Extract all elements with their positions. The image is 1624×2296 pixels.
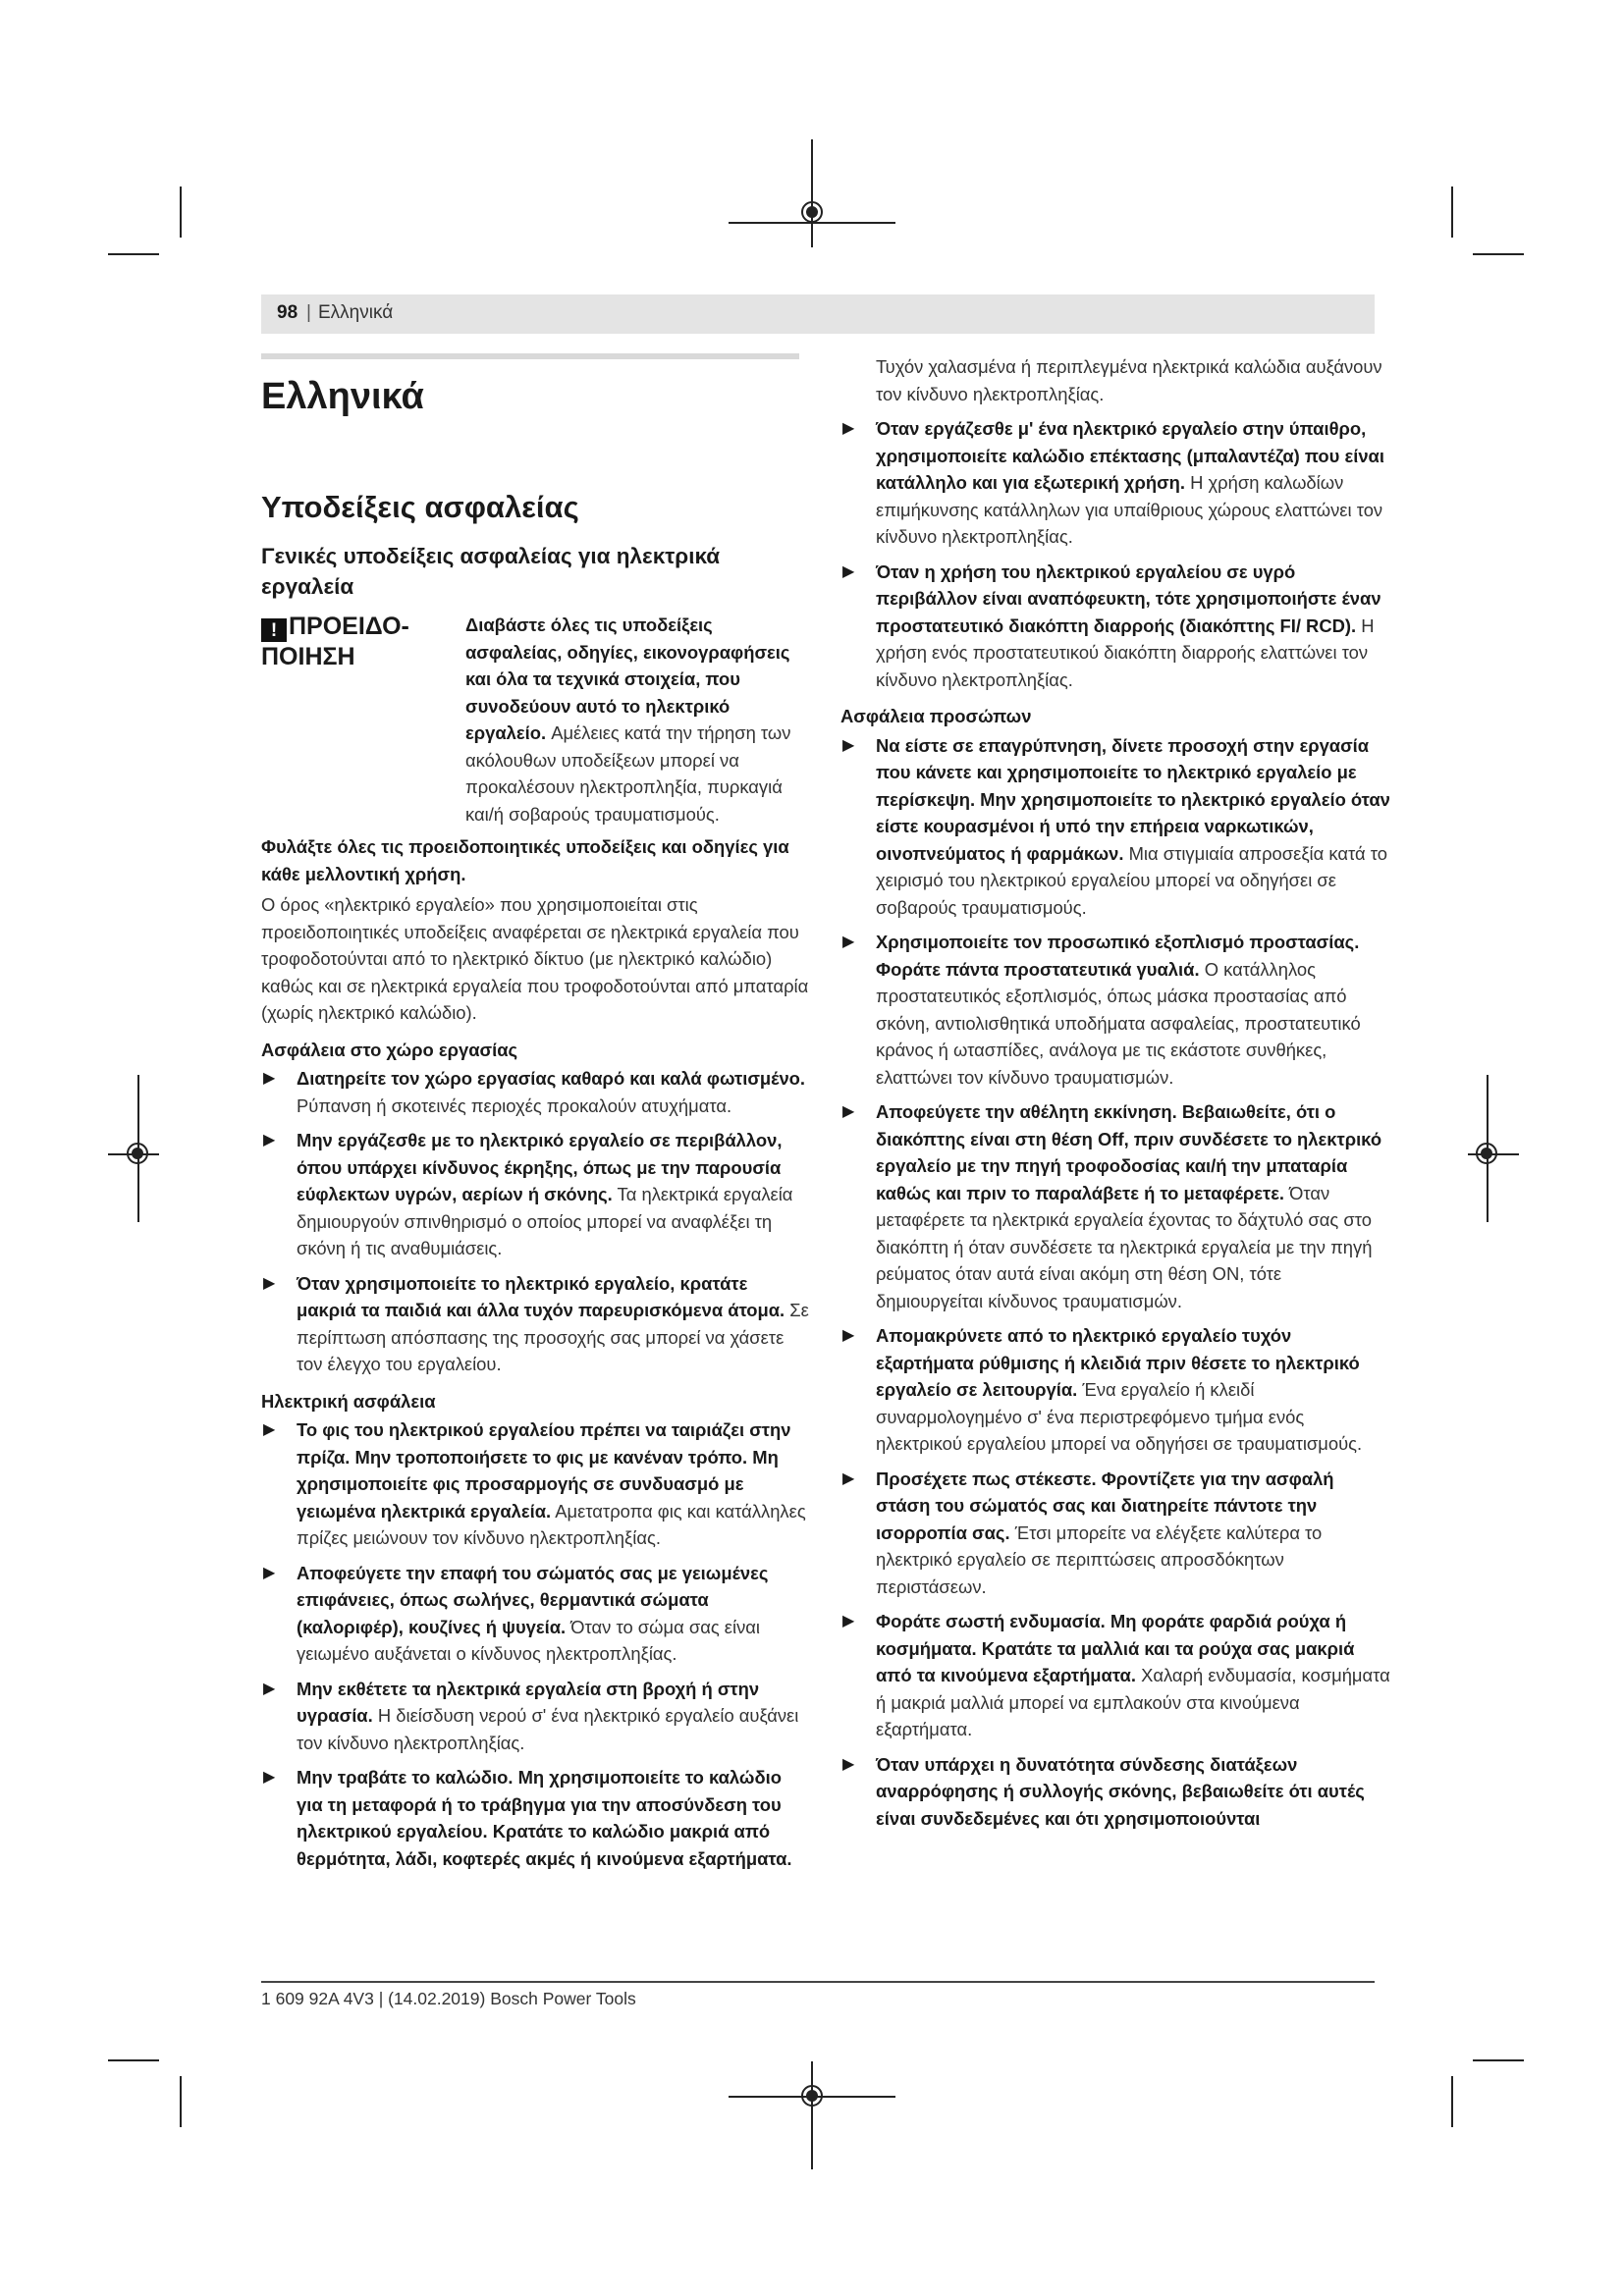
item-normal-text: Η διείσδυση νερού σ' ένα ηλεκτρικό εργαλείο αυξάνει τον κίνδυνο ηλεκτροπληξίας. — [297, 1705, 799, 1753]
list-item — [840, 559, 1390, 694]
list-item — [261, 1065, 811, 1119]
list-item — [261, 1764, 811, 1872]
registration-mark — [1476, 1143, 1497, 1164]
list-item — [261, 1416, 811, 1552]
workplace-list — [261, 1065, 811, 1378]
list-item — [261, 1270, 811, 1378]
bullet-arrow-icon: ▶ — [263, 1132, 276, 1148]
item-normal-text: Αμετατροπα φις και κατάλληλες πρίζες μειώνουν τον κίνδυνο ηλεκτροπληξίας. — [297, 1500, 806, 1548]
page-number: 98 — [277, 302, 298, 323]
crop-mark — [180, 187, 182, 238]
item-bold-text: Το φις του ηλεκτρικού εργαλείου πρέπει να ταιριάζει στην πρίζα. Μην τροποποιήσετε το φις με κανέναν τρόπο. Μη χρησιμοποιείτε φις προσαρμογής σε συνδυασμό με γειωμένα ηλεκτρικά εργαλεία. — [297, 1419, 791, 1522]
bullet-arrow-icon: ▶ — [263, 1564, 276, 1581]
list-item — [840, 1098, 1390, 1314]
list-item — [840, 1751, 1390, 1833]
list-item — [261, 1560, 811, 1668]
item-bold-text: Όταν η χρήση του ηλεκτρικού εργαλείου σε υγρό περιβάλλον είναι αναπόφευκτη, τότε χρησιμοποιήστε έναν προστατευτικό διακόπτη διαρροής (διακόπτης FI/ RCD). — [876, 561, 1381, 636]
left-column — [261, 358, 811, 1880]
item-normal-text: Όταν μεταφέρετε τα ηλεκτρικά εργαλεία έχοντας το δάχτυλό σας στο διακόπτη ή όταν συνδέσετε τα ηλεκτρικά εργαλεία με την πηγή ρεύματος όταν αυτά είναι ακόμη στη θέση ON, τότε δημιουργείται κίνδυνος τραυματισμών. — [876, 1182, 1373, 1311]
item-normal-text: Ρύπανση ή σκοτεινές περιοχές προκαλούν ατυχήματα. — [297, 1095, 732, 1116]
bullet-arrow-icon: ▶ — [842, 1469, 855, 1487]
crop-mark — [1451, 187, 1453, 238]
item-bold-text: Μην τραβάτε το καλώδιο. Μη χρησιμοποιείτε το καλώδιο για τη μεταφορά ή το τράβηγμα για την αποσύνδεση του ηλεκτρικού εργαλείου. Κρατάτε το καλώδιο μακριά από θερμότητα, λάδι, κοφτερές ακμές ή κινούμενα εξαρτήματα. — [297, 1767, 792, 1869]
item-bold-text: Χρησιμοποιείτε τον προσωπικό εξοπλισμό προστασίας. Φοράτε πάντα προστατευτικά γυαλιά. — [876, 932, 1360, 980]
warning-block — [261, 612, 811, 828]
list-item — [840, 929, 1390, 1091]
footer-rule — [261, 1981, 1375, 1983]
crop-mark — [108, 2059, 159, 2061]
warning-label — [261, 612, 458, 672]
list-item — [840, 732, 1390, 922]
bullet-arrow-icon: ▶ — [842, 1103, 855, 1120]
bullet-arrow-icon: ▶ — [842, 736, 855, 754]
warning-normal-text: Αμέλειες κατά την τήρηση των ακόλουθων υποδείξεων μπορεί να προκαλέσουν ηλεκτροπληξία, πυρκαγιά και/ή σοβαρούς τραυματισμούς. — [465, 722, 791, 825]
registration-mark — [127, 1143, 148, 1164]
section-title: Υποδείξεις ασφαλείας — [261, 490, 579, 524]
page-footer: 1 609 92A 4V3 | (14.02.2019) Bosch Power Tools — [261, 1989, 636, 2008]
item-bold-text: Διατηρείτε τον χώρο εργασίας καθαρό και καλά φωτισμένο. — [297, 1068, 806, 1089]
page-header — [261, 294, 1375, 334]
page-title: Ελληνικά — [261, 376, 424, 417]
list-item — [261, 1676, 811, 1757]
bullet-arrow-icon: ▶ — [842, 1327, 855, 1344]
electrical-list — [261, 1416, 811, 1872]
item-normal-text: Ένα εργαλείο ή κλειδί συναρμολογημένο σ' ένα περιστρεφόμενο τμήμα ενός ηλεκτρικού εργαλείου μπορεί να οδηγήσει σε τραυματισμούς. — [876, 1379, 1363, 1454]
registration-line — [811, 2061, 813, 2169]
item-normal-text: Τα ηλεκτρικά εργαλεία δημιουργούν σπινθηρισμό ο οποίος μπορεί να αναφλέξει τη σκόνη ή τις αναθυμιάσεις. — [297, 1184, 793, 1258]
subsection-title: Γενικές υποδείξεις ασφαλείας για ηλεκτρικά εργαλεία — [261, 544, 721, 599]
item-bold-text: Μην εκθέτετε τα ηλεκτρικά εργαλεία στη βροχή ή στην υγρασία. — [297, 1678, 760, 1726]
item-normal-text: Ο κατάλληλος προστατευτικός εξοπλισμός, όπως μάσκα προστασίας από σκόνη, αντιολισθητικά υποδήματα ασφαλείας, προστατευτικό κράνος ή ωτασπίδες, ανάλογα με τις εκάστοτε συνθήκες, ελαττώνει τον κίνδυνο τραυματισμών. — [876, 958, 1361, 1088]
bullet-arrow-icon: ▶ — [842, 562, 855, 580]
item-normal-text: Η χρήση καλωδίων επιμήκυνσης κατάλληλων για υπαίθριους χώρους ελαττώνει τον κίνδυνο ηλεκτροπληξίας. — [876, 472, 1383, 547]
item-normal-text: Έτσι μπορείτε να ελέγξετε καλύτερα το ηλεκτρικό εργαλείο σε περιπτώσεις απροσδόκητων περιστάσεων. — [876, 1522, 1323, 1597]
crop-mark — [108, 253, 159, 255]
item-normal-text: Σε περίπτωση απόσπασης της προσοχής σας μπορεί να χάσετε τον έλεγχο του εργαλείου. — [297, 1300, 809, 1374]
list-item — [261, 1127, 811, 1262]
item-bold-text: Μην εργάζεσθε με το ηλεκτρικό εργαλείο σε περιβάλλον, όπου υπάρχει κίνδυνος έκρηξης, όπως με την παρουσία εύφλεκτων υγρών, αερίων ή σκόνης. — [297, 1130, 783, 1204]
item-normal-text: Όταν το σώμα σας είναι γειωμένο αυξάνεται ο κίνδυνος ηλεκτροπληξίας. — [297, 1616, 761, 1664]
registration-line — [811, 139, 813, 247]
item-bold-text: Να είστε σε επαγρύπνηση, δίνετε προσοχή στην εργασία που κάνετε και χρησιμοποιείτε το ηλεκτρικό εργαλείο με περίσκεψη. Μην χρησιμοποιείτε το ηλεκτρικό εργαλείο όταν είστε κουρασμένοι ή υπό την επήρεια ναρκωτικών, οινοπνεύματος ή φαρμάκων. — [876, 734, 1390, 864]
list-item — [840, 415, 1390, 551]
crop-mark — [180, 2076, 182, 2127]
warning-bold-text: Διαβάστε όλες τις υποδείξεις ασφαλείας, οδηγίες, εικονογραφήσεις και όλα τα τεχνικά στοιχεία, που συνοδεύουν αυτό το ηλεκτρικό εργαλείο. — [465, 614, 790, 743]
personal-heading: Ασφάλεια προσώπων — [840, 706, 1032, 726]
item-bold-text: Απομακρύνετε από το ηλεκτρικό εργαλείο τυχόν εξαρτήματα ρύθμισης ή κλειδιά πριν θέσετε το ηλεκτρικό εργαλείο σε λειτουργία. — [876, 1325, 1360, 1400]
personal-list — [840, 732, 1390, 1833]
electrical-list-continued — [840, 415, 1390, 693]
item-normal-text: Μια στιγμιαία απροσεξία κατά το χειρισμό του ηλεκτρικού εργαλείου μπορεί να οδηγήσει σε σοβαρούς τραυματισμούς. — [876, 842, 1387, 918]
workplace-heading: Ασφάλεια στο χώρο εργασίας — [261, 1039, 518, 1060]
item-bold-text: Προσέχετε πως στέκεστε. Φροντίζετε για την ασφαλή στάση του σώματός σας και διατηρείτε πάντοτε την ισορροπία σας. — [876, 1468, 1334, 1543]
bullet-arrow-icon: ▶ — [263, 1070, 276, 1087]
crop-mark — [1473, 253, 1524, 255]
item-bold-text: Αποφεύγετε την αθέλητη εκκίνηση. Βεβαιωθείτε, ότι ο διακόπτης είναι στη θέση Off, πριν συνδέσετε το ηλεκτρικό εργαλείο με την πηγή τροφοδοσίας και/ή την μπαταρία καθώς και πριν το παραλάβετε ή το μεταφέρετε. — [876, 1101, 1382, 1203]
item-bold-text: Φοράτε σωστή ενδυμασία. Μη φοράτε φαρδιά ρούχα ή κοσμήματα. Κρατάτε τα μαλλιά και τα ρούχα σας μακριά από τα κινούμενα εξαρτήματα. — [876, 1611, 1355, 1685]
right-column — [840, 353, 1390, 1840]
warning-label-line2: ΠΟΙΗΣΗ — [261, 643, 355, 670]
bullet-arrow-icon: ▶ — [842, 1613, 855, 1629]
bullet-arrow-icon: ▶ — [842, 1755, 855, 1773]
term-paragraph: Ο όρος «ηλεκτρικό εργαλείο» που χρησιμοποιείται στις προειδοποιητικές υποδείξεις αναφέρεται σε ηλεκτρικά εργαλεία που τροφοδοτούνται από το ηλεκτρικό δίκτυο (με ηλεκτρικό καλώδιο) καθώς και σε ηλεκτρικά εργαλεία που τροφοδοτούνται από μπαταρία (χωρίς ηλεκτρικό καλώδιο). — [261, 894, 809, 1023]
registration-mark — [801, 2085, 823, 2107]
continued-item-text — [840, 353, 1390, 407]
list-item — [840, 1322, 1390, 1458]
item-bold-text: Όταν υπάρχει η δυνατότητα σύνδεσης διατάξεων αναρρόφησης ή συλλογής σκόνης, βεβαιωθείτε ότι αυτές είναι συνδεδεμένες και ότι χρησιμοποιούνται — [876, 1753, 1365, 1829]
header-language: Ελληνικά — [318, 302, 394, 323]
item-bold-text: Όταν εργάζεσθε μ' ένα ηλεκτρικό εργαλείο στην ύπαιθρο, χρησιμοποιείτε καλώδιο επέκτασης (μπαλαντέζα) που είναι κατάλληλο και για εξωτερική χρήση. — [876, 418, 1384, 493]
keep-instructions: Φυλάξτε όλες τις προειδοποιητικές υποδείξεις και οδηγίες για κάθε μελλοντική χρήση. — [261, 836, 789, 884]
list-item — [840, 1608, 1390, 1743]
bullet-arrow-icon: ▶ — [263, 1769, 276, 1786]
item-normal-text: Τυχόν χαλασμένα ή περιπλεγμένα ηλεκτρικά καλώδια αυξάνουν τον κίνδυνο ηλεκτροπληξίας. — [876, 356, 1382, 404]
bullet-arrow-icon: ▶ — [842, 420, 855, 437]
header-separator: | — [306, 302, 311, 323]
list-item — [840, 1466, 1390, 1601]
warning-label-line1: ΠΡΟΕΙΔΟ- — [289, 613, 409, 640]
bullet-arrow-icon: ▶ — [263, 1680, 276, 1697]
crop-mark — [1473, 2059, 1524, 2061]
electrical-heading: Ηλεκτρική ασφάλεια — [261, 1390, 436, 1412]
item-bold-text: Όταν χρησιμοποιείτε το ηλεκτρικό εργαλείο, κρατάτε μακριά τα παιδιά και άλλα τυχόν παρευρισκόμενα άτομα. — [297, 1272, 785, 1320]
item-bold-text: Αποφεύγετε την επαφή του σώματός σας με γειωμένες επιφάνειες, όπως σωλήνες, θερμαντικά σώματα (καλοριφέρ), κουζίνες ή ψυγεία. — [297, 1562, 769, 1637]
item-normal-text: Η χρήση ενός προστατευτικού διακόπτη διαρροής ελαττώνει τον κίνδυνο ηλεκτροπληξίας. — [876, 614, 1375, 690]
crop-mark — [1451, 2076, 1453, 2127]
warning-icon: ! — [261, 618, 287, 642]
bullet-arrow-icon: ▶ — [263, 1274, 276, 1292]
bullet-arrow-icon: ▶ — [842, 934, 855, 950]
item-normal-text: Χαλαρή ενδυμασία, κοσμήματα ή μακριά μαλλιά μπορεί να εμπλακούν στα κινούμενα εξαρτήματα. — [876, 1665, 1390, 1739]
bullet-arrow-icon: ▶ — [263, 1421, 276, 1438]
registration-mark — [801, 201, 823, 223]
